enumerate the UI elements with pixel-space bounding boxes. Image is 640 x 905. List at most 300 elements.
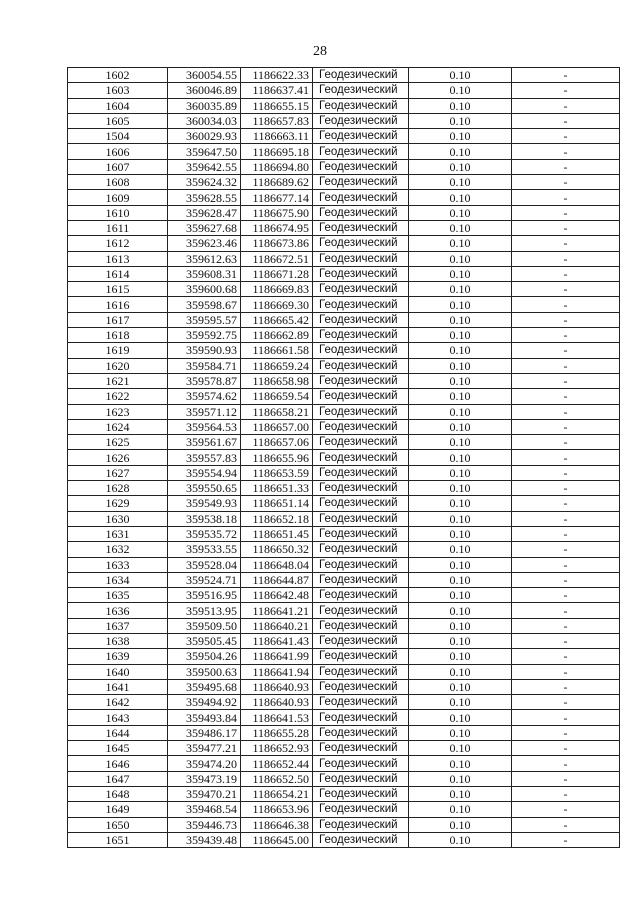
x-coordinate-cell: 359535.72	[168, 526, 241, 541]
accuracy-cell: 0.10	[409, 802, 512, 817]
table-row	[68, 481, 620, 496]
x-coordinate-cell: 359598.67	[168, 297, 241, 312]
note-cell: -	[512, 756, 620, 771]
method-cell: Геодезический	[313, 710, 409, 725]
y-coordinate-cell: 1186669.83	[241, 282, 313, 297]
method-cell: Геодезический	[313, 68, 409, 83]
y-coordinate-cell: 1186689.62	[241, 175, 313, 190]
accuracy-cell: 0.10	[409, 664, 512, 679]
x-coordinate-cell: 359468.54	[168, 802, 241, 817]
accuracy-cell: 0.10	[409, 496, 512, 511]
method-cell: Геодезический	[313, 297, 409, 312]
method-cell: Геодезический	[313, 664, 409, 679]
x-coordinate-cell: 359600.68	[168, 282, 241, 297]
table-row	[68, 419, 620, 434]
note-cell: -	[512, 786, 620, 801]
x-coordinate-cell: 359470.21	[168, 786, 241, 801]
y-coordinate-cell: 1186659.24	[241, 358, 313, 373]
y-coordinate-cell: 1186637.41	[241, 83, 313, 98]
x-coordinate-cell: 359500.63	[168, 664, 241, 679]
y-coordinate-cell: 1186646.38	[241, 817, 313, 832]
y-coordinate-cell: 1186641.99	[241, 649, 313, 664]
method-cell: Геодезический	[313, 557, 409, 572]
note-cell: -	[512, 450, 620, 465]
table-row	[68, 786, 620, 801]
accuracy-cell: 0.10	[409, 68, 512, 83]
x-coordinate-cell: 359557.83	[168, 450, 241, 465]
x-coordinate-cell: 359571.12	[168, 404, 241, 419]
coordinates-table-body	[68, 68, 620, 848]
point-number-cell: 1607	[68, 159, 168, 174]
y-coordinate-cell: 1186677.14	[241, 190, 313, 205]
note-cell: -	[512, 358, 620, 373]
x-coordinate-cell: 359595.57	[168, 312, 241, 327]
point-number-cell: 1615	[68, 282, 168, 297]
table-row	[68, 695, 620, 710]
method-cell: Геодезический	[313, 220, 409, 235]
point-number-cell: 1649	[68, 802, 168, 817]
y-coordinate-cell: 1186662.89	[241, 328, 313, 343]
y-coordinate-cell: 1186652.18	[241, 511, 313, 526]
accuracy-cell: 0.10	[409, 741, 512, 756]
note-cell: -	[512, 266, 620, 281]
table-row	[68, 113, 620, 128]
note-cell: -	[512, 373, 620, 388]
method-cell: Геодезический	[313, 802, 409, 817]
note-cell: -	[512, 542, 620, 557]
table-row	[68, 205, 620, 220]
note-cell: -	[512, 481, 620, 496]
table-row	[68, 802, 620, 817]
note-cell: -	[512, 817, 620, 832]
point-number-cell: 1639	[68, 649, 168, 664]
accuracy-cell: 0.10	[409, 113, 512, 128]
accuracy-cell: 0.10	[409, 83, 512, 98]
x-coordinate-cell: 359624.32	[168, 175, 241, 190]
note-cell: -	[512, 511, 620, 526]
table-row	[68, 297, 620, 312]
note-cell: -	[512, 557, 620, 572]
y-coordinate-cell: 1186653.96	[241, 802, 313, 817]
table-row	[68, 542, 620, 557]
point-number-cell: 1633	[68, 557, 168, 572]
table-row	[68, 389, 620, 404]
accuracy-cell: 0.10	[409, 266, 512, 281]
accuracy-cell: 0.10	[409, 572, 512, 587]
method-cell: Геодезический	[313, 542, 409, 557]
note-cell: -	[512, 205, 620, 220]
table-row	[68, 603, 620, 618]
x-coordinate-cell: 359628.55	[168, 190, 241, 205]
point-number-cell: 1612	[68, 236, 168, 251]
x-coordinate-cell: 359612.63	[168, 251, 241, 266]
note-cell: -	[512, 297, 620, 312]
note-cell: -	[512, 404, 620, 419]
y-coordinate-cell: 1186640.21	[241, 618, 313, 633]
x-coordinate-cell: 359513.95	[168, 603, 241, 618]
table-row	[68, 220, 620, 235]
y-coordinate-cell: 1186642.48	[241, 588, 313, 603]
x-coordinate-cell: 359628.47	[168, 205, 241, 220]
table-row	[68, 633, 620, 648]
accuracy-cell: 0.10	[409, 832, 512, 847]
method-cell: Геодезический	[313, 435, 409, 450]
accuracy-cell: 0.10	[409, 328, 512, 343]
coordinates-table	[67, 67, 620, 848]
table-row	[68, 328, 620, 343]
note-cell: -	[512, 465, 620, 480]
page-number: 28	[313, 44, 327, 59]
method-cell: Геодезический	[313, 618, 409, 633]
table-row	[68, 756, 620, 771]
point-number-cell: 1632	[68, 542, 168, 557]
point-number-cell: 1638	[68, 633, 168, 648]
point-number-cell: 1644	[68, 725, 168, 740]
method-cell: Геодезический	[313, 572, 409, 587]
x-coordinate-cell: 359608.31	[168, 266, 241, 281]
table-row	[68, 236, 620, 251]
table-row	[68, 282, 620, 297]
point-number-cell: 1636	[68, 603, 168, 618]
x-coordinate-cell: 359516.95	[168, 588, 241, 603]
accuracy-cell: 0.10	[409, 419, 512, 434]
table-row	[68, 435, 620, 450]
table-row	[68, 129, 620, 144]
accuracy-cell: 0.10	[409, 358, 512, 373]
y-coordinate-cell: 1186655.28	[241, 725, 313, 740]
accuracy-cell: 0.10	[409, 159, 512, 174]
note-cell: -	[512, 526, 620, 541]
accuracy-cell: 0.10	[409, 373, 512, 388]
method-cell: Геодезический	[313, 450, 409, 465]
note-cell: -	[512, 679, 620, 694]
method-cell: Геодезический	[313, 679, 409, 694]
table-row	[68, 159, 620, 174]
y-coordinate-cell: 1186657.06	[241, 435, 313, 450]
accuracy-cell: 0.10	[409, 343, 512, 358]
y-coordinate-cell: 1186622.33	[241, 68, 313, 83]
point-number-cell: 1610	[68, 205, 168, 220]
point-number-cell: 1624	[68, 419, 168, 434]
method-cell: Геодезический	[313, 190, 409, 205]
method-cell: Геодезический	[313, 236, 409, 251]
point-number-cell: 1617	[68, 312, 168, 327]
method-cell: Геодезический	[313, 419, 409, 434]
method-cell: Геодезический	[313, 404, 409, 419]
note-cell: -	[512, 144, 620, 159]
y-coordinate-cell: 1186694.80	[241, 159, 313, 174]
table-row	[68, 312, 620, 327]
table-row	[68, 679, 620, 694]
method-cell: Геодезический	[313, 695, 409, 710]
y-coordinate-cell: 1186650.32	[241, 542, 313, 557]
table-row	[68, 710, 620, 725]
y-coordinate-cell: 1186652.50	[241, 771, 313, 786]
table-row	[68, 83, 620, 98]
x-coordinate-cell: 360029.93	[168, 129, 241, 144]
table-row	[68, 68, 620, 83]
method-cell: Геодезический	[313, 266, 409, 281]
accuracy-cell: 0.10	[409, 465, 512, 480]
accuracy-cell: 0.10	[409, 786, 512, 801]
note-cell: -	[512, 725, 620, 740]
method-cell: Геодезический	[313, 129, 409, 144]
accuracy-cell: 0.10	[409, 236, 512, 251]
point-number-cell: 1650	[68, 817, 168, 832]
note-cell: -	[512, 496, 620, 511]
y-coordinate-cell: 1186651.33	[241, 481, 313, 496]
method-cell: Геодезический	[313, 205, 409, 220]
point-number-cell: 1635	[68, 588, 168, 603]
note-cell: -	[512, 588, 620, 603]
note-cell: -	[512, 603, 620, 618]
point-number-cell: 1641	[68, 679, 168, 694]
point-number-cell: 1631	[68, 526, 168, 541]
table-row	[68, 343, 620, 358]
accuracy-cell: 0.10	[409, 633, 512, 648]
note-cell: -	[512, 572, 620, 587]
table-row	[68, 771, 620, 786]
note-cell: -	[512, 435, 620, 450]
y-coordinate-cell: 1186665.42	[241, 312, 313, 327]
x-coordinate-cell: 359574.62	[168, 389, 241, 404]
method-cell: Геодезический	[313, 832, 409, 847]
method-cell: Геодезический	[313, 526, 409, 541]
point-number-cell: 1648	[68, 786, 168, 801]
y-coordinate-cell: 1186695.18	[241, 144, 313, 159]
table-row	[68, 450, 620, 465]
table-row	[68, 98, 620, 113]
y-coordinate-cell: 1186673.86	[241, 236, 313, 251]
table-row	[68, 618, 620, 633]
note-cell: -	[512, 190, 620, 205]
x-coordinate-cell: 359647.50	[168, 144, 241, 159]
x-coordinate-cell: 359494.92	[168, 695, 241, 710]
y-coordinate-cell: 1186657.83	[241, 113, 313, 128]
table-row	[68, 465, 620, 480]
accuracy-cell: 0.10	[409, 144, 512, 159]
point-number-cell: 1608	[68, 175, 168, 190]
y-coordinate-cell: 1186661.58	[241, 343, 313, 358]
y-coordinate-cell: 1186651.45	[241, 526, 313, 541]
method-cell: Геодезический	[313, 756, 409, 771]
x-coordinate-cell: 359561.67	[168, 435, 241, 450]
point-number-cell: 1627	[68, 465, 168, 480]
point-number-cell: 1602	[68, 68, 168, 83]
note-cell: -	[512, 113, 620, 128]
table-row	[68, 373, 620, 388]
accuracy-cell: 0.10	[409, 450, 512, 465]
method-cell: Геодезический	[313, 633, 409, 648]
y-coordinate-cell: 1186654.21	[241, 786, 313, 801]
y-coordinate-cell: 1186652.44	[241, 756, 313, 771]
method-cell: Геодезический	[313, 159, 409, 174]
table-row	[68, 175, 620, 190]
note-cell: -	[512, 282, 620, 297]
table-row	[68, 741, 620, 756]
point-number-cell: 1613	[68, 251, 168, 266]
accuracy-cell: 0.10	[409, 710, 512, 725]
accuracy-cell: 0.10	[409, 220, 512, 235]
table-row	[68, 511, 620, 526]
table-row	[68, 649, 620, 664]
note-cell: -	[512, 68, 620, 83]
table-row	[68, 526, 620, 541]
point-number-cell: 1619	[68, 343, 168, 358]
point-number-cell: 1620	[68, 358, 168, 373]
note-cell: -	[512, 98, 620, 113]
note-cell: -	[512, 633, 620, 648]
accuracy-cell: 0.10	[409, 557, 512, 572]
point-number-cell: 1609	[68, 190, 168, 205]
x-coordinate-cell: 359623.46	[168, 236, 241, 251]
table-row	[68, 664, 620, 679]
method-cell: Геодезический	[313, 725, 409, 740]
point-number-cell: 1630	[68, 511, 168, 526]
y-coordinate-cell: 1186641.43	[241, 633, 313, 648]
note-cell: -	[512, 159, 620, 174]
table-row	[68, 266, 620, 281]
point-number-cell: 1625	[68, 435, 168, 450]
x-coordinate-cell: 359504.26	[168, 649, 241, 664]
accuracy-cell: 0.10	[409, 297, 512, 312]
x-coordinate-cell: 359554.94	[168, 465, 241, 480]
accuracy-cell: 0.10	[409, 817, 512, 832]
x-coordinate-cell: 360054.55	[168, 68, 241, 83]
method-cell: Геодезический	[313, 771, 409, 786]
x-coordinate-cell: 359590.93	[168, 343, 241, 358]
y-coordinate-cell: 1186655.15	[241, 98, 313, 113]
note-cell: -	[512, 695, 620, 710]
note-cell: -	[512, 664, 620, 679]
y-coordinate-cell: 1186663.11	[241, 129, 313, 144]
method-cell: Геодезический	[313, 358, 409, 373]
table-row	[68, 832, 620, 847]
point-number-cell: 1642	[68, 695, 168, 710]
accuracy-cell: 0.10	[409, 603, 512, 618]
note-cell: -	[512, 328, 620, 343]
point-number-cell: 1646	[68, 756, 168, 771]
note-cell: -	[512, 389, 620, 404]
y-coordinate-cell: 1186651.14	[241, 496, 313, 511]
accuracy-cell: 0.10	[409, 526, 512, 541]
x-coordinate-cell: 359584.71	[168, 358, 241, 373]
y-coordinate-cell: 1186655.96	[241, 450, 313, 465]
point-number-cell: 1645	[68, 741, 168, 756]
y-coordinate-cell: 1186657.00	[241, 419, 313, 434]
note-cell: -	[512, 83, 620, 98]
point-number-cell: 1618	[68, 328, 168, 343]
point-number-cell: 1643	[68, 710, 168, 725]
method-cell: Геодезический	[313, 465, 409, 480]
method-cell: Геодезический	[313, 741, 409, 756]
note-cell: -	[512, 649, 620, 664]
x-coordinate-cell: 359495.68	[168, 679, 241, 694]
x-coordinate-cell: 359509.50	[168, 618, 241, 633]
x-coordinate-cell: 359578.87	[168, 373, 241, 388]
point-number-cell: 1604	[68, 98, 168, 113]
method-cell: Геодезический	[313, 328, 409, 343]
y-coordinate-cell: 1186641.94	[241, 664, 313, 679]
y-coordinate-cell: 1186671.28	[241, 266, 313, 281]
x-coordinate-cell: 359528.04	[168, 557, 241, 572]
method-cell: Геодезический	[313, 496, 409, 511]
y-coordinate-cell: 1186669.30	[241, 297, 313, 312]
point-number-cell: 1616	[68, 297, 168, 312]
table-row	[68, 144, 620, 159]
table-row	[68, 725, 620, 740]
point-number-cell: 1622	[68, 389, 168, 404]
point-number-cell: 1628	[68, 481, 168, 496]
method-cell: Геодезический	[313, 373, 409, 388]
accuracy-cell: 0.10	[409, 756, 512, 771]
x-coordinate-cell: 359549.93	[168, 496, 241, 511]
note-cell: -	[512, 236, 620, 251]
x-coordinate-cell: 359486.17	[168, 725, 241, 740]
y-coordinate-cell: 1186641.21	[241, 603, 313, 618]
note-cell: -	[512, 802, 620, 817]
accuracy-cell: 0.10	[409, 205, 512, 220]
x-coordinate-cell: 360035.89	[168, 98, 241, 113]
table-row	[68, 190, 620, 205]
method-cell: Геодезический	[313, 343, 409, 358]
point-number-cell: 1606	[68, 144, 168, 159]
x-coordinate-cell: 359439.48	[168, 832, 241, 847]
accuracy-cell: 0.10	[409, 404, 512, 419]
x-coordinate-cell: 359524.71	[168, 572, 241, 587]
method-cell: Геодезический	[313, 282, 409, 297]
accuracy-cell: 0.10	[409, 511, 512, 526]
x-coordinate-cell: 359505.45	[168, 633, 241, 648]
note-cell: -	[512, 343, 620, 358]
note-cell: -	[512, 312, 620, 327]
method-cell: Геодезический	[313, 786, 409, 801]
point-number-cell: 1647	[68, 771, 168, 786]
y-coordinate-cell: 1186652.93	[241, 741, 313, 756]
note-cell: -	[512, 175, 620, 190]
table-row	[68, 572, 620, 587]
y-coordinate-cell: 1186641.53	[241, 710, 313, 725]
point-number-cell: 1623	[68, 404, 168, 419]
accuracy-cell: 0.10	[409, 175, 512, 190]
table-row	[68, 588, 620, 603]
method-cell: Геодезический	[313, 312, 409, 327]
point-number-cell: 1651	[68, 832, 168, 847]
table-row	[68, 404, 620, 419]
table-row	[68, 557, 620, 572]
accuracy-cell: 0.10	[409, 389, 512, 404]
y-coordinate-cell: 1186658.98	[241, 373, 313, 388]
note-cell: -	[512, 220, 620, 235]
x-coordinate-cell: 360046.89	[168, 83, 241, 98]
method-cell: Геодезический	[313, 481, 409, 496]
table-row	[68, 817, 620, 832]
accuracy-cell: 0.10	[409, 251, 512, 266]
note-cell: -	[512, 129, 620, 144]
y-coordinate-cell: 1186659.54	[241, 389, 313, 404]
x-coordinate-cell: 359493.84	[168, 710, 241, 725]
method-cell: Геодезический	[313, 817, 409, 832]
y-coordinate-cell: 1186658.21	[241, 404, 313, 419]
point-number-cell: 1621	[68, 373, 168, 388]
y-coordinate-cell: 1186645.00	[241, 832, 313, 847]
note-cell: -	[512, 618, 620, 633]
point-number-cell: 1614	[68, 266, 168, 281]
point-number-cell: 1611	[68, 220, 168, 235]
point-number-cell: 1605	[68, 113, 168, 128]
y-coordinate-cell: 1186640.93	[241, 679, 313, 694]
note-cell: -	[512, 251, 620, 266]
